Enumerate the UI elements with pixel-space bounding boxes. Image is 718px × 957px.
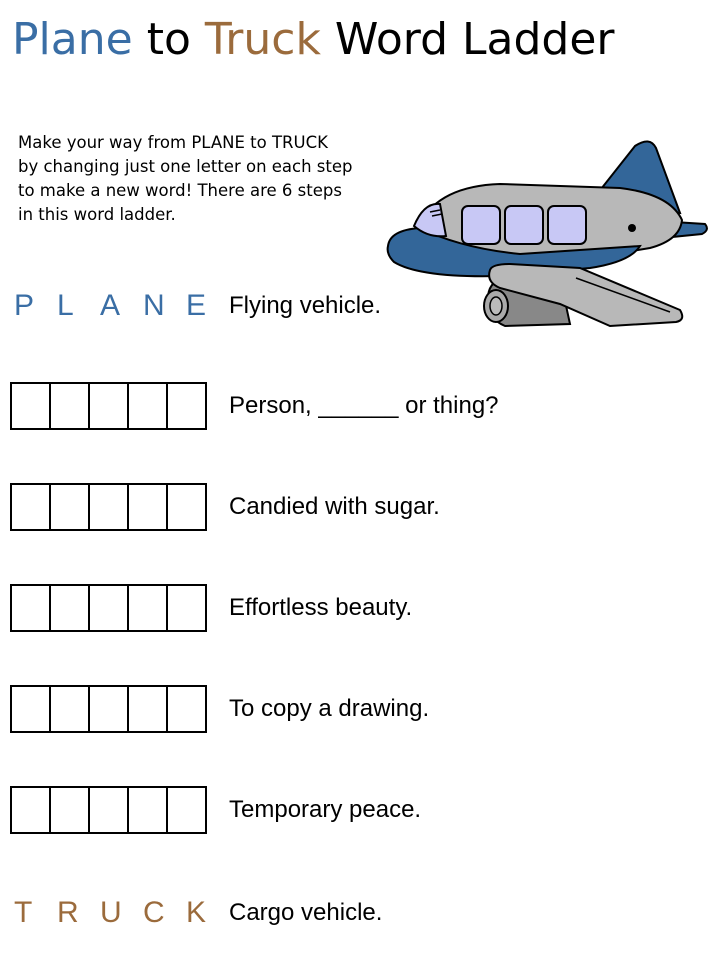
letter-box[interactable] [129, 384, 168, 428]
letter-box[interactable] [51, 788, 90, 832]
title-rest: Word Ladder [334, 14, 615, 65]
end-letter: K [186, 896, 207, 929]
letter-box[interactable] [51, 384, 90, 428]
answer-boxes [10, 786, 207, 834]
title-start-word: Plane [12, 14, 133, 65]
letter-box[interactable] [168, 384, 205, 428]
letter-box[interactable] [90, 586, 129, 630]
answer-boxes [10, 584, 207, 632]
answer-boxes [10, 382, 207, 430]
start-clue: Flying vehicle. [229, 292, 382, 319]
ladder-step-row [10, 685, 570, 733]
title-connector: to [146, 14, 191, 65]
answer-boxes [10, 483, 207, 531]
end-clue: Cargo vehicle. [229, 899, 383, 926]
letter-box[interactable] [90, 485, 129, 529]
instructions-line: by changing just one letter on each step [18, 157, 353, 176]
end-letter: T [14, 896, 33, 929]
letter-box[interactable] [168, 788, 205, 832]
start-word [14, 289, 229, 323]
step-clue: Temporary peace. [229, 796, 422, 823]
letter-box[interactable] [90, 788, 129, 832]
letter-box[interactable] [168, 687, 205, 731]
letter-box[interactable] [168, 586, 205, 630]
letter-box[interactable] [12, 687, 51, 731]
step-clue: Person, ______ or thing? [229, 392, 499, 419]
ladder-start-row [10, 282, 470, 330]
ladder-step-row [10, 584, 570, 632]
start-letter: A [100, 289, 121, 322]
ladder-step-row [10, 483, 570, 531]
page-title [12, 10, 615, 70]
letter-box[interactable] [90, 384, 129, 428]
end-letter: U [100, 896, 122, 929]
letter-box[interactable] [51, 586, 90, 630]
letter-box[interactable] [129, 485, 168, 529]
letter-box[interactable] [129, 687, 168, 731]
start-letter: P [14, 289, 35, 322]
ladder-step-row [10, 382, 570, 430]
step-clue: To copy a drawing. [229, 695, 430, 722]
instructions [18, 131, 398, 227]
letter-box[interactable] [12, 788, 51, 832]
letter-box[interactable] [129, 586, 168, 630]
title-end-word: Truck [204, 14, 321, 65]
letter-box[interactable] [12, 384, 51, 428]
start-letter: E [186, 289, 207, 322]
start-letter: N [143, 289, 165, 322]
ladder-step-row [10, 786, 570, 834]
end-letter: R [57, 896, 79, 929]
ladder-end-row [10, 889, 470, 937]
instructions-line: Make your way from PLANE to TRUCK [18, 133, 328, 152]
instructions-line: to make a new word! There are 6 steps [18, 181, 342, 200]
letter-box[interactable] [168, 485, 205, 529]
letter-box[interactable] [129, 788, 168, 832]
step-clue: Effortless beauty. [229, 594, 413, 621]
step-clue: Candied with sugar. [229, 493, 440, 520]
instructions-line: in this word ladder. [18, 205, 176, 224]
letter-box[interactable] [12, 586, 51, 630]
start-letter: L [57, 289, 74, 322]
letter-box[interactable] [51, 485, 90, 529]
end-letter: C [143, 896, 165, 929]
letter-box[interactable] [90, 687, 129, 731]
answer-boxes [10, 685, 207, 733]
letter-box[interactable] [51, 687, 90, 731]
letter-box[interactable] [12, 485, 51, 529]
end-word [14, 896, 229, 930]
